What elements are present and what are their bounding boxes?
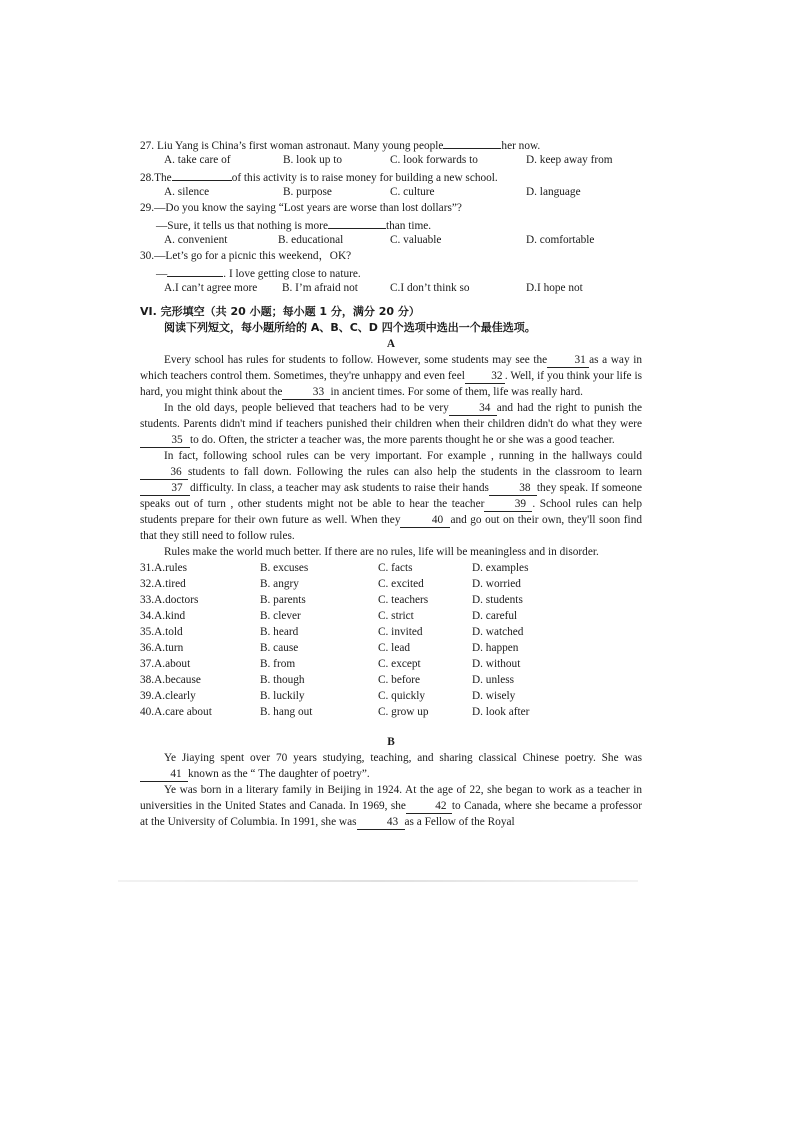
option-row: [140, 608, 642, 624]
answer-blank: [172, 168, 232, 181]
option-d: D. worried: [472, 578, 521, 590]
passage-a-paragraph-4: Rules make the world much better. If there are no rules, life will be meaningless and in disorder.: [164, 546, 599, 558]
passage-a-paragraph-3: [140, 448, 642, 544]
option-c: C. teachers: [378, 594, 429, 606]
passage-text: and had the right to punish the students. Parents didn't mind if teachers punished their children when their children didn't do what they were: [140, 402, 642, 430]
blank-36: 36: [140, 465, 188, 480]
option-row: [140, 688, 642, 704]
option-b: B. look up to: [283, 154, 342, 166]
blank-34: 34: [449, 401, 497, 416]
option-d: D. examples: [472, 562, 529, 574]
blank-39: 39: [484, 497, 532, 512]
option-c: C. lead: [378, 642, 410, 654]
question-28-options: [140, 184, 642, 200]
option-d: D. look after: [472, 706, 530, 718]
blank-35: 35: [140, 433, 190, 448]
option-d: D. watched: [472, 626, 524, 638]
option-c: C. strict: [378, 610, 414, 622]
question-29-response: [140, 216, 642, 232]
passage-text: as a way in which teachers control them. Sometimes, they're unhappy and even feel: [140, 354, 642, 382]
option-b: B. hang out: [260, 706, 313, 718]
passage-b-letter: B: [387, 736, 395, 748]
question-27-options: [140, 152, 642, 168]
option-c: C. before: [378, 674, 421, 686]
option-b: B. angry: [260, 578, 299, 590]
passage-text: known as the “ The daughter of poetry”.: [188, 768, 370, 780]
option-c: C. valuable: [390, 234, 442, 246]
option-b: B. from: [260, 658, 296, 670]
option-d: D. without: [472, 658, 521, 670]
option-row: [140, 576, 642, 592]
option-d: D. language: [526, 186, 581, 198]
answer-blank: [167, 264, 223, 277]
option-d: D. students: [472, 594, 523, 606]
option-a: A. convenient: [164, 234, 228, 246]
blank-32: 32: [465, 369, 505, 384]
blank-33: 33: [282, 385, 330, 400]
option-c: C. excited: [378, 578, 424, 590]
option-c: C. quickly: [378, 690, 426, 702]
option-a: A. take care of: [164, 154, 231, 166]
option-a: 38.A.because: [140, 674, 201, 686]
section-instruction: 阅读下列短文，每小题所给的 A、B、C、D 四个选项中选出一个最佳选项。: [164, 321, 536, 334]
question-27-text: 27. Liu Yang is China’s first woman astronaut. Many young people: [140, 140, 444, 152]
passage-text: . Well, if you think your life is hard, you might think about the: [140, 370, 642, 398]
blank-40: 40: [400, 513, 450, 528]
question-29-stem: 29.—Do you know the saying “Lost years are worse than lost dollars”?: [140, 202, 462, 214]
option-b: B. educational: [278, 234, 344, 246]
option-b: B. though: [260, 674, 305, 686]
passage-text: students to fall down. Following the rules can also help the students in the classroom to learn: [188, 466, 642, 478]
option-row: [140, 560, 642, 576]
option-row: [140, 640, 642, 656]
options-31-40: [140, 560, 642, 720]
option-a: A. silence: [164, 186, 210, 198]
passage-text: Ye Jiaying spent over 70 years studying, teaching, and sharing classical Chinese poetry. She was: [164, 752, 642, 764]
question-30-options: [140, 280, 642, 296]
blank-42: 42: [406, 799, 452, 814]
question-29-text-end: than time.: [385, 220, 432, 232]
option-d: D.I hope not: [526, 282, 583, 294]
option-b: B. excuses: [260, 562, 309, 574]
option-c: C. culture: [390, 186, 435, 198]
option-row: [140, 592, 642, 608]
answer-blank: [443, 136, 501, 149]
option-a: 32.A.tired: [140, 578, 186, 590]
option-d: D. comfortable: [526, 234, 595, 246]
option-c: C. facts: [378, 562, 413, 574]
option-row: [140, 704, 642, 720]
option-c: C.I don’t think so: [390, 282, 470, 294]
passage-b-paragraph-2: [140, 782, 642, 830]
exam-content: [140, 136, 642, 830]
passage-text: to Canada, where she became a professor at the University of Columbia. In 1991, she was: [140, 800, 642, 828]
option-b: B. clever: [260, 610, 301, 622]
passage-text: in ancient times. For some of them, life was really hard.: [330, 386, 583, 398]
option-row: [140, 672, 642, 688]
option-a: 36.A.turn: [140, 642, 184, 654]
option-b: B. luckily: [260, 690, 305, 702]
passage-text: they speak. If someone speaks out of turn , other students might not be able to hear the teacher: [140, 482, 642, 510]
question-27-text-end: her now.: [501, 140, 541, 152]
blank-41: 41: [140, 767, 188, 782]
option-d: D. careful: [472, 610, 518, 622]
passage-text: and go out on their own, they'll soon find that they still need to follow rules.: [140, 514, 642, 542]
answer-blank: [328, 216, 386, 229]
option-c: C. except: [378, 658, 421, 670]
passage-text: . School rules can help students prepare for their own future as well. When they: [140, 498, 642, 526]
passage-text: as a Fellow of the Royal: [404, 816, 515, 828]
option-a: 39.A.clearly: [140, 690, 196, 702]
option-d: D. happen: [472, 642, 519, 654]
option-d: D. keep away from: [526, 154, 613, 166]
question-30-text: —: [156, 268, 168, 280]
option-row: [140, 624, 642, 640]
passage-b-paragraph-1: [140, 750, 642, 782]
option-a: 34.A.kind: [140, 610, 186, 622]
option-b: B. cause: [260, 642, 299, 654]
question-30-stem: 30.—Let’s go for a picnic this weekend，OK?: [140, 250, 352, 262]
blank-37: 37: [140, 481, 190, 496]
question-28-text-end: of this activity is to raise money for building a new school.: [231, 172, 498, 184]
passage-text: Every school has rules for students to follow. However, some students may see the: [164, 354, 548, 366]
option-b: B. parents: [260, 594, 306, 606]
question-29-text: —Sure, it tells us that nothing is more: [156, 220, 328, 232]
option-c: C. look forwards to: [390, 154, 478, 166]
question-30-text-end: . I love getting close to nature.: [223, 268, 361, 280]
option-a: 33.A.doctors: [140, 594, 199, 606]
option-a: 37.A.about: [140, 658, 191, 670]
passage-text: difficulty. In class, a teacher may ask students to raise their hands: [190, 482, 489, 494]
passage-a-paragraph-2: [140, 400, 642, 448]
option-c: C. invited: [378, 626, 423, 638]
passage-text: In fact, following school rules can be very important. For example , running in the hallways could: [164, 450, 642, 462]
question-28-text: 28.The: [140, 172, 172, 184]
question-28-stem: [140, 168, 642, 184]
option-a: 40.A.care about: [140, 706, 212, 718]
option-b: B. purpose: [283, 186, 332, 198]
question-29-options: [140, 232, 642, 248]
question-30-response: [140, 264, 642, 280]
option-a: A.I can’t agree more: [164, 282, 258, 294]
passage-text: Ye was born in a literary family in Beijing in 1924. At the age of 22, she began to work as a teacher in universities in the United States and Canada. In 1969, she: [140, 784, 642, 812]
option-c: C. grow up: [378, 706, 429, 718]
passage-text: In the old days, people believed that teachers had to be very: [164, 402, 449, 414]
option-b: B. heard: [260, 626, 299, 638]
blank-38: 38: [489, 481, 537, 496]
blank-43: 43: [357, 815, 405, 830]
option-d: D. unless: [472, 674, 515, 686]
question-27-stem: [140, 136, 642, 152]
option-b: B. I’m afraid not: [282, 282, 358, 294]
passage-a-paragraph-1: [140, 352, 642, 400]
passage-a-letter: A: [386, 338, 396, 350]
section-heading: VI. 完形填空（共 20 小题；每小题 1 分，满分 20 分）: [140, 305, 420, 318]
option-a: 35.A.told: [140, 626, 183, 638]
scan-edge-shadow: [118, 880, 638, 882]
passage-text: to do. Often, the stricter a teacher was, the more parents thought he or she was a good teacher.: [190, 434, 615, 446]
blank-31: 31: [547, 353, 589, 368]
option-d: D. wisely: [472, 690, 516, 702]
option-row: [140, 656, 642, 672]
option-a: 31.A.rules: [140, 562, 188, 574]
